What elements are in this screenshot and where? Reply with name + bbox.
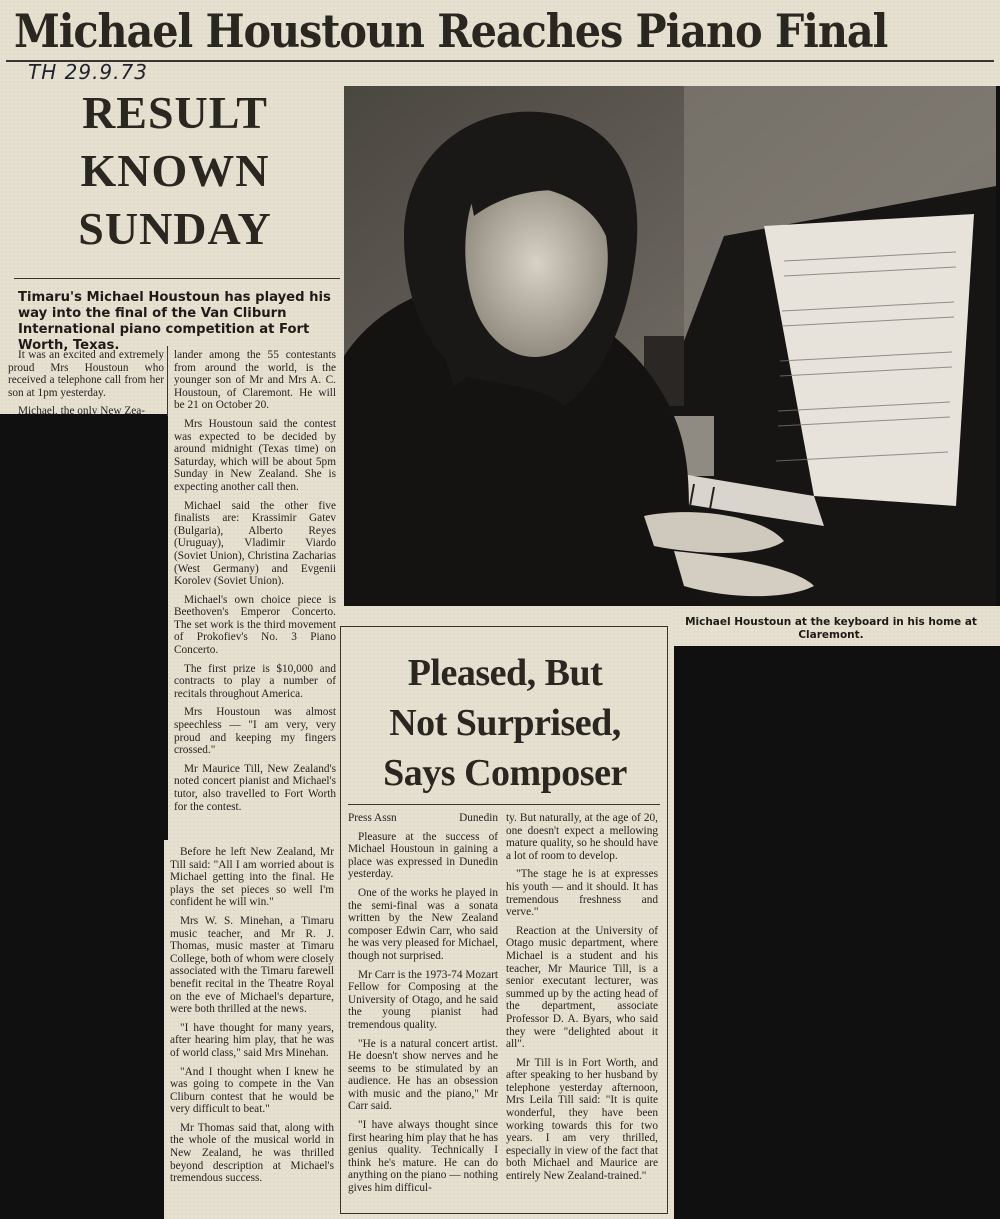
paragraph: Mrs Houstoun was almost speechless — "I am very, very proud and keeping my fingers crossed." [174, 706, 336, 757]
paragraph: Mrs Houstoun said the contest was expected to be decided by around midnight (Texas time) on Saturday, which will be about 5pm Sunday in New Zealand. She is expecting another call then. [174, 417, 336, 493]
paragraph: "And I thought when I knew he was going to compete in the Van Cliburn contest that he would be very difficult to beat." [170, 1065, 334, 1116]
photo-pianist-at-keyboard [344, 86, 996, 606]
dateline-place: Dunedin [459, 812, 498, 824]
column-divider [167, 346, 168, 416]
heading-line: Not Surprised, [389, 702, 621, 744]
paragraph: Michael's own choice piece is Beethoven's Emperor Concerto. The set work is the third movement of Prokofiev's No. 3 Piano Concerto. [174, 593, 336, 657]
article-column-2-continued [170, 846, 334, 1191]
paragraph: Mrs W. S. Minehan, a Timaru music teacher, and Mr R. J. Thomas, music master at Timaru College, both of whom were closely associated with the Timaru farewell benefit recital in the Theatre Royal on the eve of Michael's departure, were both thrilled at the news. [170, 914, 334, 1016]
paragraph: ty. But naturally, at the age of 20, one doesn't expect a mellowing mature quality, so he should have a lot of room to develop. [506, 812, 658, 862]
heading-line: Pleased, But [407, 652, 603, 694]
article-column-4 [506, 812, 658, 1189]
paragraph: It was an excited and extremely proud Mrs Houstoun who received a telephone call from her son at 1pm yesterday. [8, 349, 164, 399]
paragraph: Michael, the only New Zea- [18, 405, 146, 418]
heading-line: KNOWN [80, 145, 270, 196]
photo-image [344, 86, 996, 606]
paragraph: Reaction at the University of Otago music department, where Michael is a student and his teacher, Mr Maurice Till, is a senior executant lecturer, was summed up by the acting head of the department, associate Professor D. A. Byars, who said they were "delighted about it all". [506, 924, 658, 1051]
heading-divider [348, 804, 660, 805]
paragraph: One of the works he played in the semi-final was a sonata written by the New Zealand composer Edwin Carr, who said he was very pleased for Michael, though not surprised. [348, 886, 498, 962]
paragraph: Michael said the other five finalists are: Krassimir Gatev (Bulgaria), Alberto Reyes (Uruguay), Vladimir Viardo (Soviet Union), Christina Zacharias (West Germany) and Evgenii Korolev (Soviet Union). [174, 499, 336, 588]
paragraph: "I have always thought since first hearing him play that he has genius quality. Technically I think he's mature. He can do anything on the piano — nothing gives him difficul- [348, 1119, 498, 1195]
heading-line: RESULT [82, 87, 268, 138]
paragraph: The first prize is $10,000 and contracts to play a number of recitals throughout America. [174, 662, 336, 700]
heading-line: Says Composer [383, 752, 627, 794]
result-known-sunday-heading [12, 84, 338, 258]
paragraph: Before he left New Zealand, Mr Till said: "All I am worried about is Michael getting into the final. He plays the set pieces so well I'm confident he will win." [170, 846, 334, 909]
paragraph: "I have thought for many years, after hearing him play, that he was of world class," said Mrs Minehan. [170, 1021, 334, 1059]
heading-line: SUNDAY [78, 203, 272, 254]
paragraph: Mr Carr is the 1973-74 Mozart Fellow for Composing at the University of Otago, and he said the young pianist had tremendous quality. [348, 968, 498, 1031]
handwritten-date-note: TH 29.9.73 [28, 60, 148, 84]
article-column-3 [348, 812, 498, 1201]
article-column-2 [174, 349, 336, 819]
heading-underline [14, 278, 340, 279]
page-headline: Michael Houstoun Reaches Piano Final [13, 4, 888, 58]
paragraph: "He is a natural concert artist. He doesn't show nerves and he seems to be stimulated by an audience. He has an obsession with music and the piano," Mr Carr said. [348, 1037, 498, 1113]
paragraph: Mr Till is in Fort Worth, and after speaking to her husband by telephone yesterday afternoon, Mrs Leila Till said: "It is quite wonderful, they have been working towards this for two years. I am very thrilled, especially in view of the fact that both Michael and Maurice are entirely New Zealand-trained." [506, 1056, 658, 1183]
paragraph: Pleasure at the success of Michael Houstoun in gaining a place was expressed in Dunedin yesterday. [348, 830, 498, 881]
article-column-1 [8, 349, 164, 424]
headline-rule [6, 60, 994, 62]
paragraph: lander among the 55 contestants from around the world, is the younger son of Mr and Mrs A. C. Houstoun, of Claremont. He will be 21 on October 20. [174, 349, 336, 412]
paragraph: Mr Thomas said that, along with the whole of the musical world in New Zealand, he was thrilled beyond description at Michael's tremendous success. [170, 1121, 334, 1185]
pleased-heading [350, 648, 660, 798]
paragraph: "The stage he is at expresses his youth — and it should. It has tremendous freshness and verve." [506, 868, 658, 919]
dateline-source: Press Assn [348, 812, 397, 824]
article-intro: Timaru's Michael Houstoun has played his way into the final of the Van Cliburn International piano competition at Fort Worth, Texas. [18, 290, 331, 353]
paragraph: Mr Maurice Till, New Zealand's noted concert pianist and Michael's tutor, also travelled to Fort Worth for the contest. [174, 762, 336, 813]
photo-caption: Michael Houstoun at the keyboard in his home at Claremont. [685, 616, 977, 641]
dateline [348, 812, 498, 825]
